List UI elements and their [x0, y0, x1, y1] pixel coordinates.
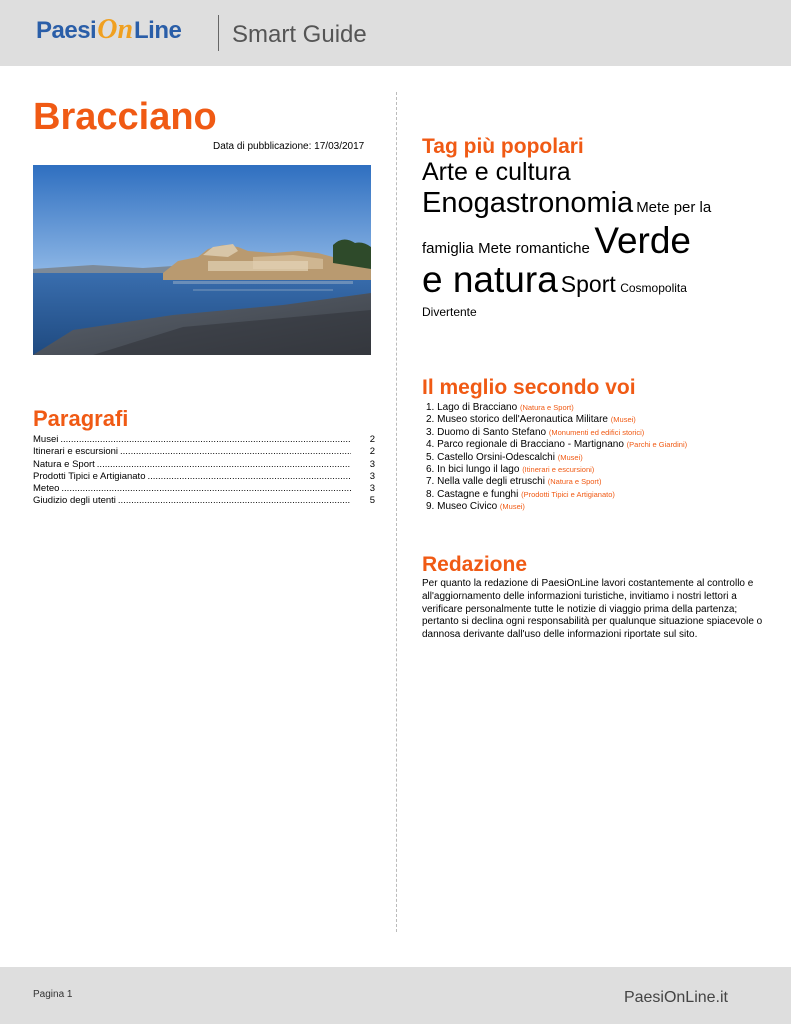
toc-item-name: Musei: [33, 434, 59, 445]
toc-page-number: 3: [369, 483, 375, 495]
best-item-category: (Musei): [610, 415, 636, 425]
toc-page-number: 2: [369, 434, 375, 445]
best-item-category: (Parchi e Giardini): [626, 440, 688, 450]
list-item[interactable]: [426, 414, 687, 426]
site-link[interactable]: PaesiOnLine.it: [623, 989, 728, 1006]
list-item[interactable]: [426, 439, 687, 451]
redazione-heading: Redazione: [422, 553, 528, 576]
best-list: [426, 402, 687, 514]
paesionline-logo[interactable]: [36, 14, 181, 54]
best-item-name: 3. Duomo di Santo Stefano: [426, 426, 547, 438]
logo-text-paesi: Paesi: [36, 17, 97, 44]
toc-item-name: Itinerari e escursioni: [33, 446, 119, 458]
toc-leader-dots: [120, 446, 351, 458]
tag-link[interactable]: Mete romantiche: [478, 240, 590, 257]
toc-leader-dots: [118, 495, 351, 507]
header-title: Smart Guide: [232, 21, 367, 48]
tag-link[interactable]: famiglia: [422, 240, 474, 257]
best-heading: Il meglio secondo voi: [422, 376, 636, 399]
list-item[interactable]: [426, 452, 687, 464]
page-footer: [0, 967, 791, 1024]
toc-row[interactable]: [33, 483, 375, 495]
best-item-category: (Musei): [557, 452, 583, 462]
toc-row[interactable]: [33, 495, 375, 507]
publication-date: Data di pubblicazione: 17/03/2017: [213, 141, 365, 152]
best-item-name: 9. Museo Civico: [426, 501, 498, 513]
logo-text-on: On: [97, 14, 134, 45]
list-item[interactable]: [426, 464, 687, 476]
tag-link[interactable]: Verde: [594, 220, 692, 261]
header-divider: [218, 15, 219, 51]
best-item-category: (Musei): [499, 502, 525, 512]
best-item-category: (Monumenti ed edifici storici): [548, 427, 645, 437]
best-item-category: (Itinerari e escursioni): [522, 465, 595, 475]
column-divider: [396, 92, 397, 932]
list-item[interactable]: [426, 501, 687, 513]
tag-link[interactable]: e natura: [422, 259, 558, 300]
toc-leader-dots: [60, 434, 351, 446]
best-item-name: 5. Castello Orsini-Odescalchi: [426, 451, 555, 463]
tags-heading: Tag più popolari: [422, 135, 584, 158]
best-item-name: 4. Parco regionale di Bracciano - Martignano: [426, 439, 624, 451]
best-item-name: 8. Castagne e funghi: [426, 488, 519, 500]
page-header: [0, 0, 791, 66]
table-of-contents: [33, 434, 375, 508]
toc-row[interactable]: [33, 446, 375, 458]
tag-link[interactable]: Enogastronomia: [422, 187, 634, 219]
best-item-name: 7. Nella valle degli etruschi: [426, 476, 545, 488]
lake-town-photo: [33, 165, 371, 355]
best-item-name: 6. In bici lungo il lago: [426, 464, 520, 476]
list-item[interactable]: [426, 402, 687, 414]
toc-item-name: Giudizio degli utenti: [33, 495, 116, 507]
tag-link[interactable]: Mete per la: [636, 199, 712, 216]
paragrafi-heading: Paragrafi: [33, 406, 129, 431]
best-item-category: (Natura e Sport): [519, 403, 574, 412]
toc-item-name: Natura e Sport: [33, 458, 95, 470]
toc-leader-dots: [61, 483, 351, 495]
toc-leader-dots: [147, 471, 351, 483]
tag-link[interactable]: Arte e cultura: [422, 158, 571, 186]
list-item[interactable]: [426, 427, 687, 439]
toc-leader-dots: [97, 459, 351, 471]
toc-page-number: 5: [369, 495, 375, 507]
toc-row[interactable]: [33, 434, 375, 446]
best-item-name: 1. Lago di Bracciano: [426, 402, 518, 413]
toc-page-number: 3: [369, 470, 375, 482]
toc-item-name: Meteo: [33, 483, 60, 495]
toc-row[interactable]: [33, 459, 375, 471]
redazione-text: Per quanto la redazione di PaesiOnLine lavori costantemente al controllo e all'aggiornamento delle informazioni turistiche, invitiamo i nostri lettori a verificare personalmente tutte le notizie di viaggio prima della partenza; pertanto si declina ogni responsabilità per qualunque situazione spiacevole o dannosa derivante dall'uso delle informazioni riportate sul sito.: [422, 578, 763, 641]
toc-page-number: 3: [369, 458, 375, 470]
toc-page-number: 2: [369, 446, 375, 458]
best-item-category: (Natura e Sport): [547, 477, 602, 487]
page-number: Pagina 1: [33, 989, 73, 1000]
tag-cloud: [422, 160, 762, 320]
best-item-category: (Prodotti Tipici e Artigianato): [521, 489, 615, 499]
list-item[interactable]: [426, 489, 687, 501]
toc-row[interactable]: [33, 471, 375, 483]
best-item-name: 2. Museo storico dell'Aeronautica Militare: [426, 414, 608, 426]
tag-link[interactable]: Cosmopolita: [620, 281, 687, 295]
toc-item-name: Prodotti Tipici e Artigianato: [33, 470, 146, 482]
logo-text-line: Line: [134, 17, 182, 44]
list-item[interactable]: [426, 476, 687, 488]
tag-link[interactable]: Divertente: [422, 305, 477, 319]
tag-link[interactable]: Sport: [560, 271, 616, 297]
page-title: Bracciano: [33, 96, 217, 138]
